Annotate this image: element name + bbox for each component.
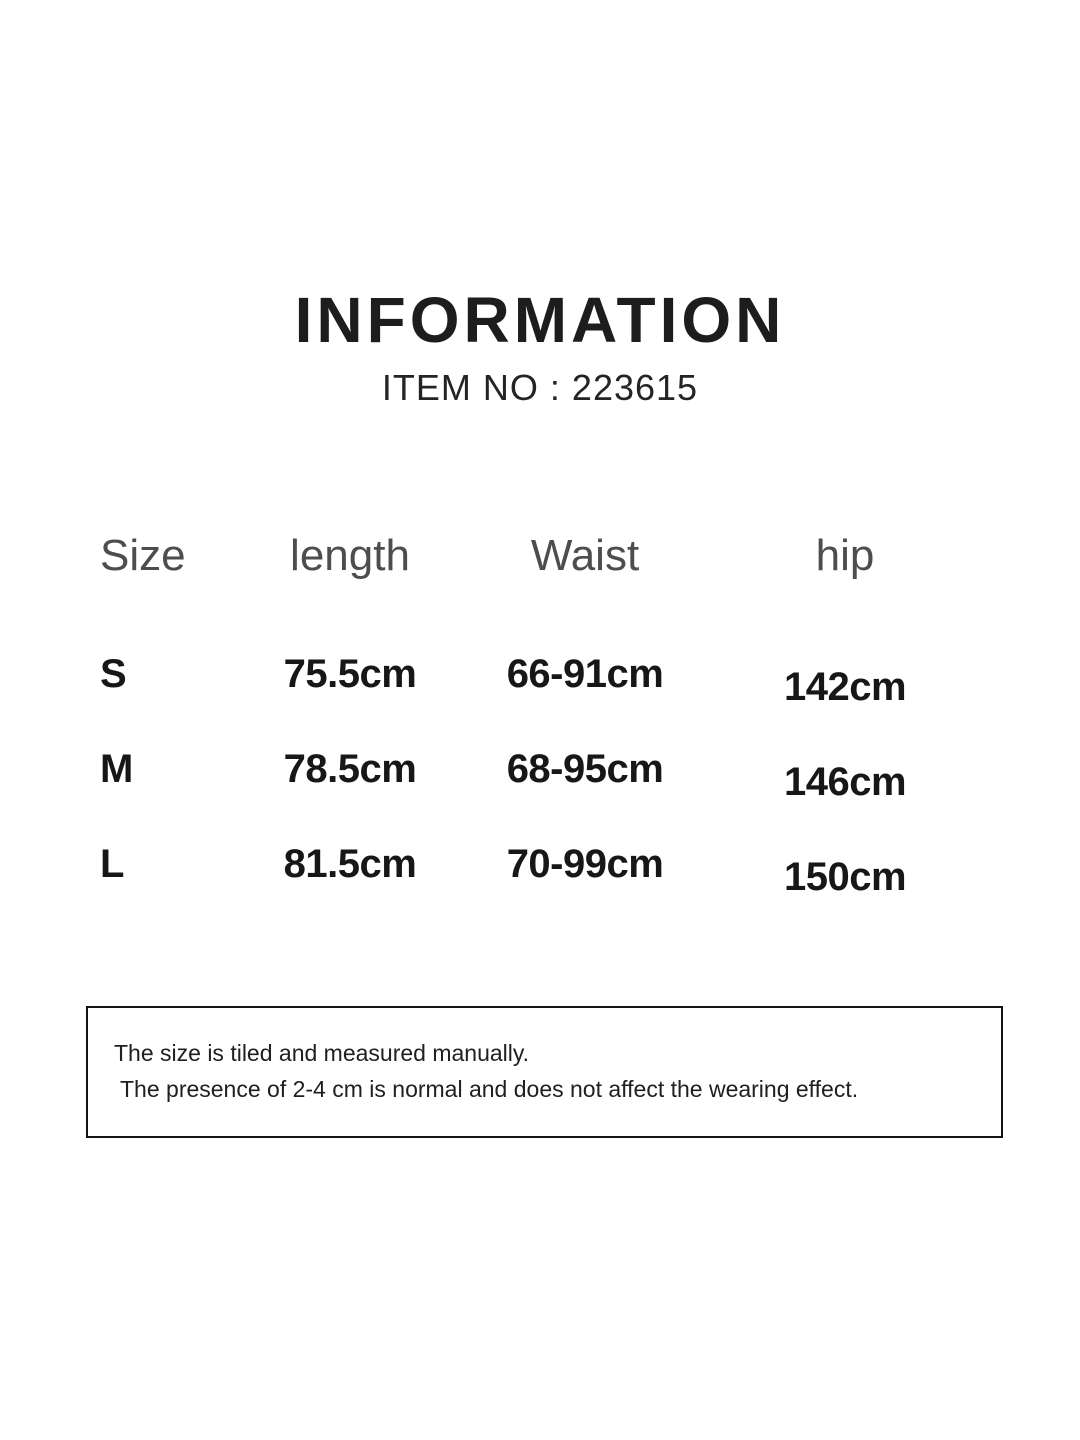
size-table: [0, 528, 1080, 931]
column-header-size: Size: [100, 531, 186, 580]
waist-cell: 68-95cm: [506, 747, 664, 791]
length-cell: 81.5cm: [283, 842, 417, 886]
note-line-1: The size is tiled and measured manually.: [114, 1040, 530, 1066]
item-number: ITEM NO : 223615: [381, 367, 699, 408]
length-cell: 78.5cm: [283, 747, 417, 791]
note-line-2: The presence of 2-4 cm is normal and does not affect the wearing effect.: [120, 1076, 859, 1102]
size-cell: L: [100, 842, 124, 886]
table-row: [0, 836, 1080, 931]
size-cell: M: [100, 747, 133, 791]
length-cell: 75.5cm: [283, 652, 417, 696]
table-row: [0, 741, 1080, 836]
table-row: [0, 646, 1080, 741]
measurement-note-box: [86, 1006, 1003, 1138]
size-cell: S: [100, 652, 127, 696]
hip-cell: 142cm: [783, 665, 907, 709]
hip-cell: 146cm: [783, 760, 907, 804]
hip-cell: 150cm: [783, 855, 907, 899]
table-header-row: [0, 528, 1080, 646]
column-header-waist: Waist: [530, 531, 640, 580]
column-header-length: length: [290, 531, 410, 580]
waist-cell: 66-91cm: [506, 652, 664, 696]
page-title: INFORMATION: [294, 284, 786, 356]
waist-cell: 70-99cm: [506, 842, 664, 886]
column-header-hip: hip: [815, 531, 875, 580]
